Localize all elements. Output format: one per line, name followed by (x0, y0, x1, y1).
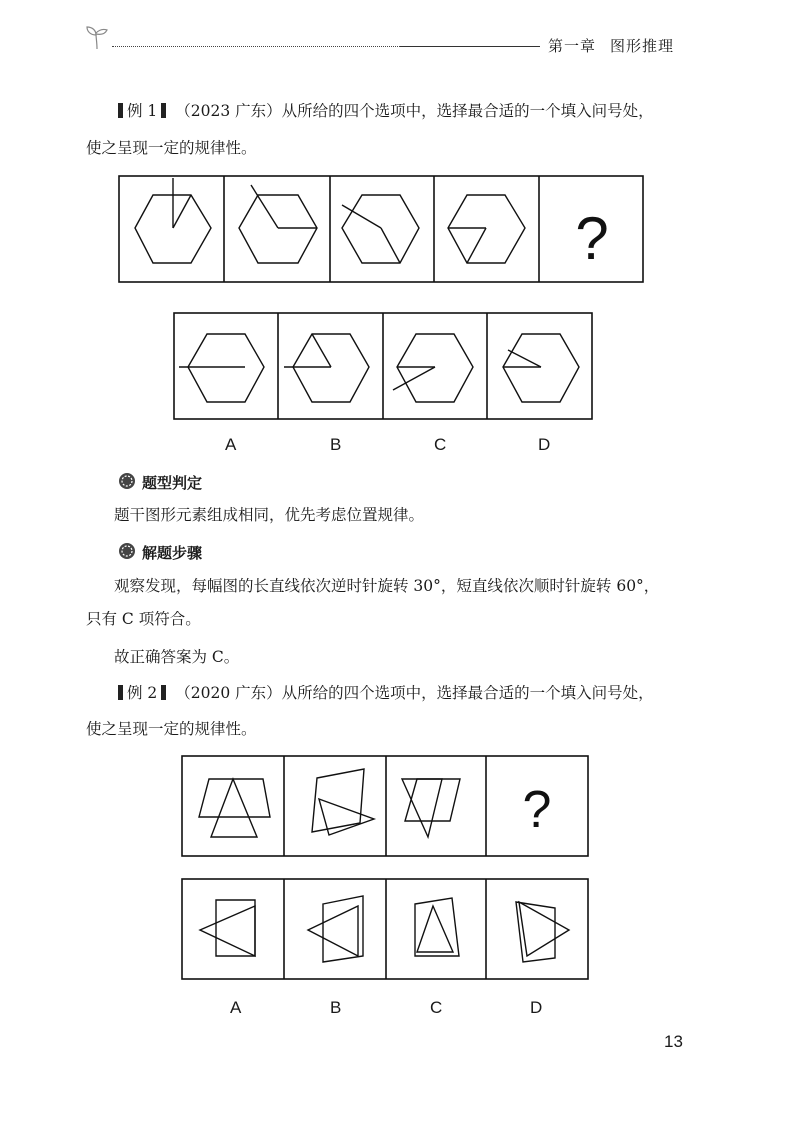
option-label-b: B (330, 435, 342, 454)
section-badge-icon (118, 542, 136, 560)
example1-question-row (118, 175, 644, 285)
sprout-icon (84, 24, 110, 50)
option-label-a: A (225, 435, 237, 454)
section-steps-title: 解题步骤 (142, 544, 203, 562)
question-figure-2 (239, 185, 317, 263)
option2-label-b: B (330, 998, 342, 1017)
option2-figure-b[interactable] (308, 896, 363, 962)
option-figure-b[interactable] (284, 334, 369, 402)
question-figure-3 (342, 195, 419, 263)
option-figure-c[interactable] (393, 334, 473, 402)
example2-line2: 使之呈现一定的规律性。 (86, 720, 257, 738)
question-figure-1 (135, 178, 211, 263)
example2-prompt: 从所给的四个选项中，选择最合适的一个填入问号处， (281, 684, 654, 702)
bracket-left-icon (118, 685, 123, 700)
example2-source: （2020 广东） (175, 684, 282, 702)
option-figure-a[interactable] (179, 334, 264, 402)
section-type-text: 题干图形元素组成相同，优先考虑位置规律。 (114, 506, 425, 524)
bracket-right-icon (161, 685, 166, 700)
option2-figure-d[interactable] (516, 902, 569, 962)
section-badge-icon (118, 472, 136, 490)
steps-line1: 观察发现，每幅图的长直线依次逆时针旋转 30°，短直线依次顺时针旋转 60°， (114, 577, 660, 595)
option2-label-c: C (430, 998, 443, 1017)
option2-label-a: A (230, 998, 242, 1017)
example1-label: 例 1 (127, 102, 158, 120)
page-number: 13 (664, 1032, 683, 1051)
option-label-c: C (434, 435, 447, 454)
question-mark: ? (575, 205, 609, 272)
option-figure-d[interactable] (503, 334, 579, 402)
example2-line1 (114, 683, 654, 703)
chapter-title: 图形推理 (610, 37, 675, 55)
question2-figure-3 (402, 779, 460, 837)
option-label-d: D (538, 435, 551, 454)
question-mark: ? (522, 781, 552, 839)
bracket-left-icon (118, 103, 123, 118)
example1-source: （2023 广东） (175, 102, 282, 120)
question-figure-4 (448, 195, 525, 263)
question2-figure-2 (312, 769, 374, 835)
example2-options-row (181, 878, 591, 982)
question2-figure-1 (199, 779, 270, 837)
steps-line2: 只有 C 项符合。 (86, 610, 201, 628)
example1-options-row (173, 312, 593, 422)
example1-line2: 使之呈现一定的规律性。 (86, 139, 257, 157)
option2-figure-c[interactable] (415, 898, 459, 956)
header-rule-solid (400, 46, 540, 47)
example1-line1 (114, 101, 654, 121)
chapter-label: 第一章 (548, 37, 597, 55)
option2-figure-a[interactable] (200, 900, 255, 956)
example2-label: 例 2 (127, 684, 158, 702)
answer-text: 故正确答案为 C。 (114, 648, 240, 666)
option2-label-d: D (530, 998, 543, 1017)
example2-question-row (181, 755, 591, 859)
example1-prompt: 从所给的四个选项中，选择最合适的一个填入问号处， (281, 102, 654, 120)
section-type-title: 题型判定 (142, 474, 203, 492)
bracket-right-icon (161, 103, 166, 118)
